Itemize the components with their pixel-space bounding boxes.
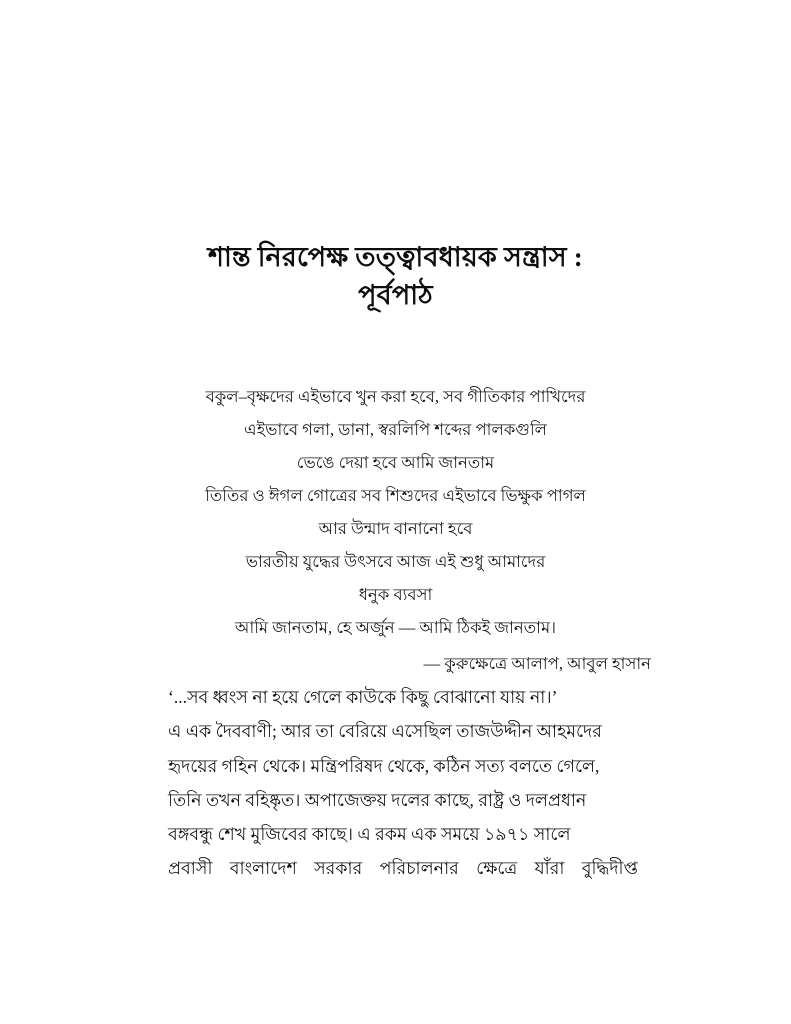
poem-line: আমি জানতাম, হে অর্জুন — আমি ঠিকই জানতাম। <box>234 618 557 637</box>
body-line-justified <box>168 851 638 885</box>
body-line: বঙ্গবন্ধু শেখ মুজিবের কাছে। এ রকম এক সময়ে ১৯৭১ সালে <box>168 824 571 845</box>
body-word: প্রবাসী <box>168 858 213 879</box>
body-word: বাংলাদেশ <box>229 858 297 879</box>
body-line: হৃদয়ের গহিন থেকে। মন্ত্রিপরিষদ থেকে, কঠিন সত্য বলতে গেলে, <box>168 755 600 776</box>
title-line-1: শান্ত নিরপেক্ষ তত্ত্বাবধায়ক সন্ত্রাস : <box>208 242 583 272</box>
poem-attribution: — কুরুক্ষেত্রে আলাপ, আবুল হাসান <box>423 654 651 673</box>
body-line: ‘...সব ধ্বংস না হয়ে গেলে কাউকে কিছু বোঝানো যায় না।’ <box>168 687 558 707</box>
page-title <box>96 238 695 315</box>
body-word: যাঁরা <box>534 858 565 879</box>
body-word: সরকার <box>314 858 363 879</box>
poem-line: এইভাবে গলা, ডানা, স্বরলিপি শব্দের পালকগুলি <box>244 420 547 439</box>
body-text <box>168 680 638 886</box>
poem-line: বকুল–বৃক্ষদের এইভাবে খুন করা হবে, সব গীতিকার পাখিদের <box>205 387 586 406</box>
body-line: তিনি তখন বহিষ্কৃত। অপাজেক্তয় দলের কাছে, রাষ্ট্র ও দলপ্রধান <box>168 789 587 810</box>
poem-line: আর উন্মাদ বানানো হবে <box>318 519 473 538</box>
poem-line: ধনুক ব্যবসা <box>358 585 433 604</box>
poem-line: ভারতীয় যুদ্ধের উৎসবে আজ এই শুধু আমাদের <box>245 552 546 571</box>
epigraph-poem <box>120 380 671 679</box>
poem-line: তিতির ও ঈগল গোত্রের সব শিশুদের এইভাবে ভিক্ষুক পাগল <box>205 486 586 505</box>
poem-line: ভেঙে দেয়া হবে আমি জানতাম <box>296 453 495 472</box>
title-line-2: পূর্বপাঠ <box>358 280 433 311</box>
body-word: বুদ্ধিদীপ্ত <box>581 858 638 879</box>
body-line: এ এক দৈববাণী; আর তা বেরিয়ে এসেছিল তাজউদ্দীন আহমদের <box>168 721 602 742</box>
body-word: ক্ষেত্রে <box>476 858 518 879</box>
body-word: পরিচালনার <box>379 858 459 879</box>
